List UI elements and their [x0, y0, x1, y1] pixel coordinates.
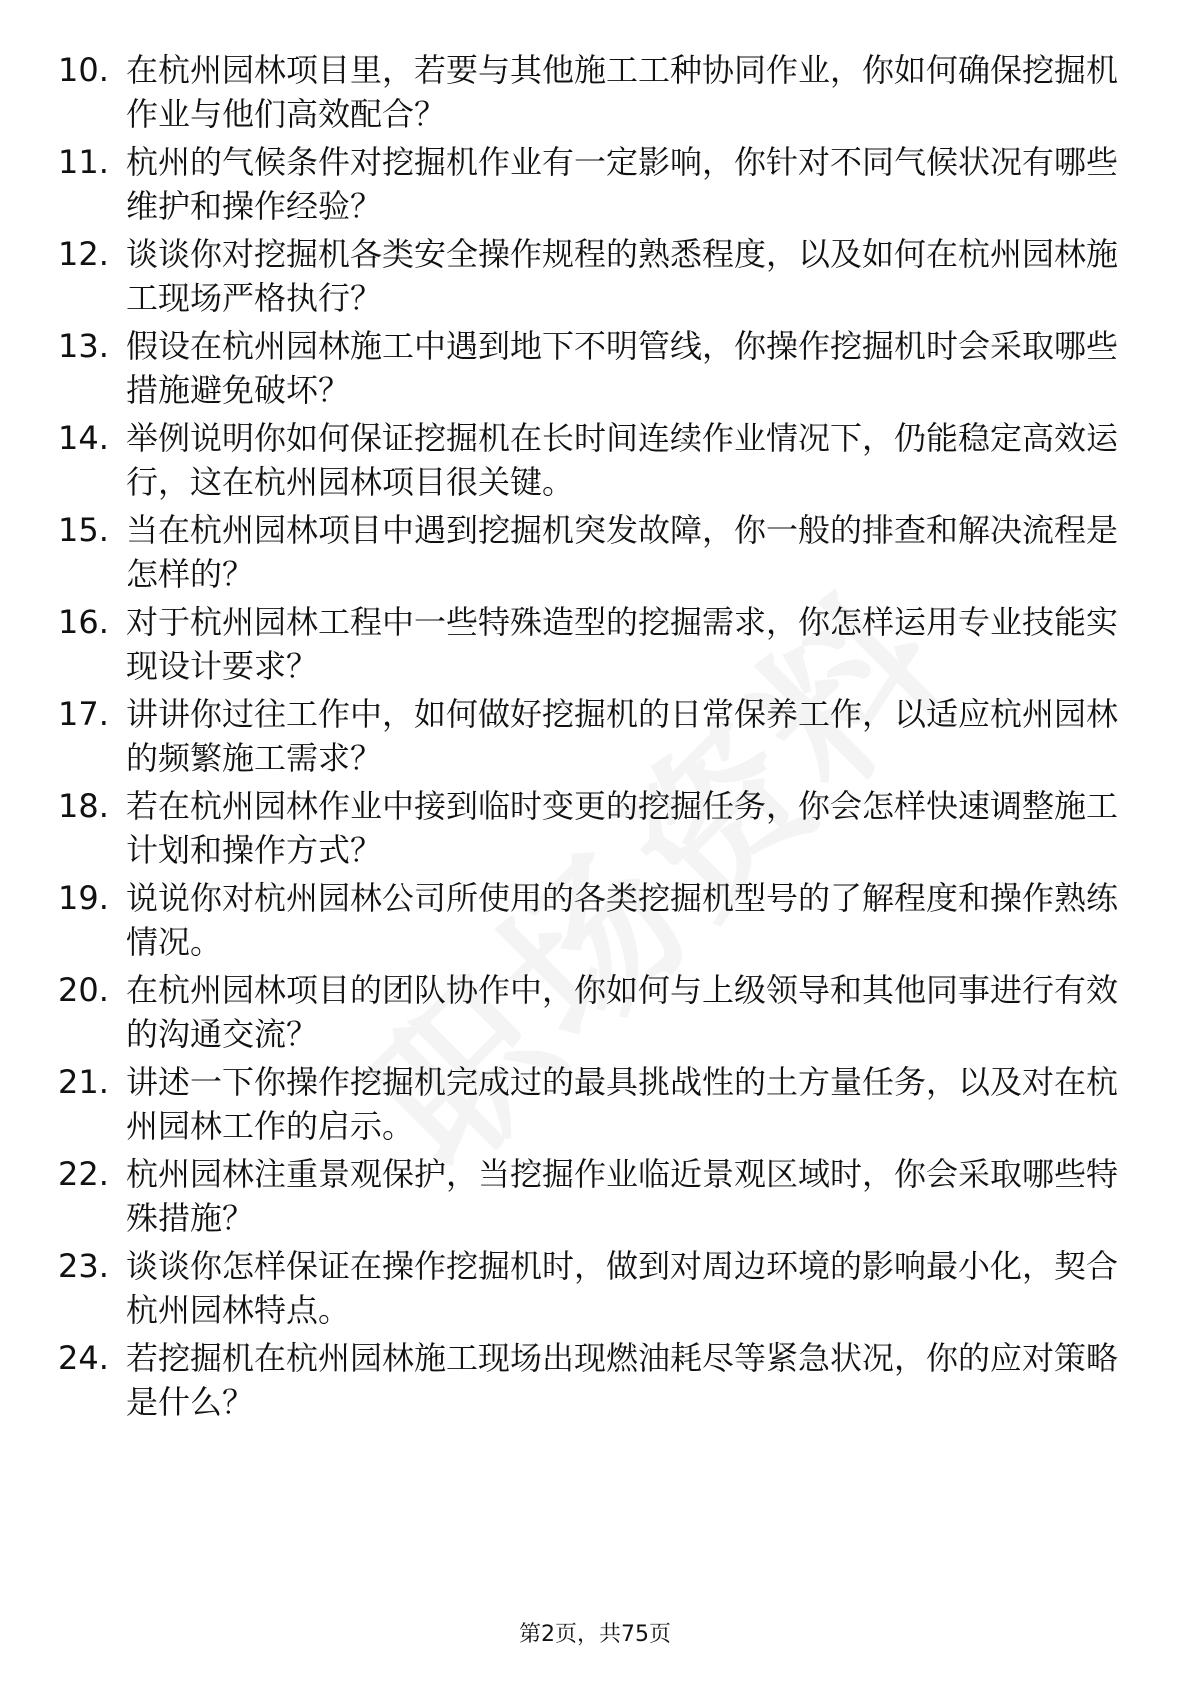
question-text: 假设在杭州园林施工中遇到地下不明管线，你操作挖掘机时会采取哪些措施避免破坏？	[126, 327, 1119, 409]
list-item	[58, 324, 1138, 416]
question-number: 18.	[58, 787, 109, 825]
list-item	[58, 1336, 1138, 1428]
question-text: 讲讲你过往工作中，如何做好挖掘机的日常保养工作，以适应杭州园林的频繁施工需求？	[126, 695, 1119, 777]
list-item	[58, 784, 1138, 876]
page-footer: 第2页，共75页	[519, 1622, 671, 1647]
list-item	[58, 416, 1138, 508]
list-item	[58, 692, 1138, 784]
question-text: 谈谈你对挖掘机各类安全操作规程的熟悉程度，以及如何在杭州园林施工现场严格执行？	[126, 235, 1119, 317]
question-text: 说说你对杭州园林公司所使用的各类挖掘机型号的了解程度和操作熟练情况。	[126, 879, 1119, 961]
question-number: 16.	[58, 603, 109, 641]
question-text: 若在杭州园林作业中接到临时变更的挖掘任务，你会怎样快速调整施工计划和操作方式？	[126, 787, 1119, 869]
question-number: 23.	[58, 1247, 109, 1285]
question-number: 13.	[58, 327, 109, 365]
question-text: 举例说明你如何保证挖掘机在长时间连续作业情况下，仍能稳定高效运行，这在杭州园林项目很关键。	[126, 419, 1119, 501]
question-number: 15.	[58, 511, 109, 549]
question-text: 讲述一下你操作挖掘机完成过的最具挑战性的土方量任务，以及对在杭州园林工作的启示。	[126, 1063, 1119, 1145]
question-text: 对于杭州园林工程中一些特殊造型的挖掘需求，你怎样运用专业技能实现设计要求？	[126, 603, 1119, 685]
question-text: 在杭州园林项目的团队协作中，你如何与上级领导和其他同事进行有效的沟通交流？	[126, 971, 1119, 1053]
question-number: 21.	[58, 1063, 109, 1101]
list-item	[58, 508, 1138, 600]
question-text: 杭州园林注重景观保护，当挖掘作业临近景观区域时，你会采取哪些特殊措施？	[126, 1155, 1119, 1237]
question-list	[58, 48, 1138, 1428]
question-text: 谈谈你怎样保证在操作挖掘机时，做到对周边环境的影响最小化，契合杭州园林特点。	[126, 1247, 1119, 1329]
list-item	[58, 968, 1138, 1060]
question-text: 杭州的气候条件对挖掘机作业有一定影响，你针对不同气候状况有哪些维护和操作经验？	[126, 143, 1119, 225]
question-number: 10.	[58, 51, 109, 89]
question-text: 若挖掘机在杭州园林施工现场出现燃油耗尽等紧急状况，你的应对策略是什么？	[126, 1339, 1119, 1421]
list-item	[58, 232, 1138, 324]
question-number: 19.	[58, 879, 109, 917]
list-item	[58, 140, 1138, 232]
question-number: 14.	[58, 419, 109, 457]
list-item	[58, 1060, 1138, 1152]
question-number: 12.	[58, 235, 109, 273]
list-item	[58, 876, 1138, 968]
list-item	[58, 1244, 1138, 1336]
question-text: 在杭州园林项目里，若要与其他施工工种协同作业，你如何确保挖掘机作业与他们高效配合？	[126, 51, 1119, 133]
list-item	[58, 48, 1138, 140]
question-number: 20.	[58, 971, 109, 1009]
question-number: 22.	[58, 1155, 109, 1193]
question-number: 24.	[58, 1339, 109, 1377]
question-number: 17.	[58, 695, 109, 733]
question-number: 11.	[58, 143, 109, 181]
question-text: 当在杭州园林项目中遇到挖掘机突发故障，你一般的排查和解决流程是怎样的？	[126, 511, 1119, 593]
list-item	[58, 600, 1138, 692]
list-item	[58, 1152, 1138, 1244]
